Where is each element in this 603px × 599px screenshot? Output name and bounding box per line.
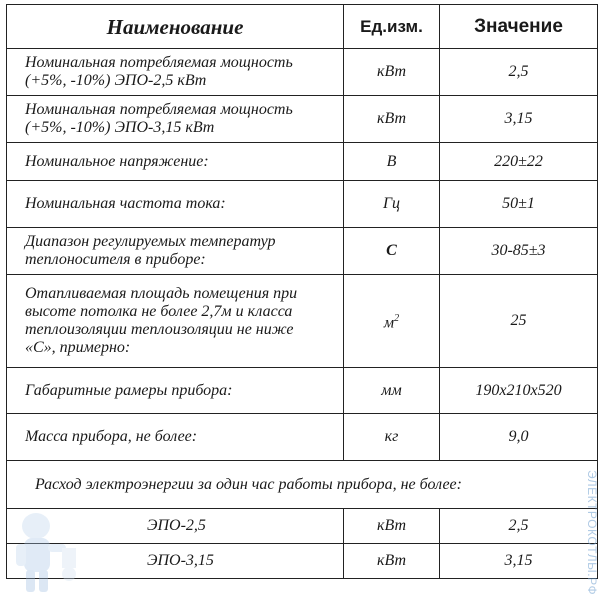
- row-unit: мм: [344, 368, 440, 414]
- row-name: Номинальное напряжение:: [7, 143, 344, 181]
- table-row: [7, 96, 598, 143]
- row-value: 2,5: [440, 49, 598, 96]
- header-value: Значение: [440, 5, 598, 49]
- table-row: [7, 49, 598, 96]
- row-unit-text: м: [383, 314, 395, 332]
- table-row: [7, 275, 598, 368]
- row-unit: кВт: [344, 49, 440, 96]
- row-value: 220±22: [440, 143, 598, 181]
- row-value: 9,0: [440, 414, 598, 461]
- table-row: [7, 143, 598, 181]
- row-name: Номинальная частота тока:: [7, 181, 344, 228]
- row-value: 25: [440, 275, 598, 368]
- row-unit: кВт: [344, 96, 440, 143]
- row-unit: С: [344, 228, 440, 275]
- row-name: Номинальная потребляемая мощность (+5%, -10%) ЭПО-2,5 кВт: [7, 49, 344, 96]
- table-header-row: [7, 5, 598, 49]
- row-unit-sup: 2: [394, 312, 400, 324]
- table-row: [7, 181, 598, 228]
- row-name: Номинальная потребляемая мощность (+5%, -10%) ЭПО-3,15 кВт: [7, 96, 344, 143]
- row-unit: кг: [344, 414, 440, 461]
- row-name: ЭПО-3,15: [7, 544, 344, 579]
- table-row: [7, 228, 598, 275]
- table-row: [7, 414, 598, 461]
- row-name: Отапливаемая площадь помещения при высоте потолка не более 2,7м и класса теплоизоляции теплоизоляции не ниже «С», примерно:: [7, 275, 344, 368]
- plumber-mascot-icon: [6, 504, 88, 598]
- row-value: 190х210х520: [440, 368, 598, 414]
- row-name: Габаритные рамеры прибора:: [7, 368, 344, 414]
- row-value: 50±1: [440, 181, 598, 228]
- header-name: Наименование: [7, 5, 344, 49]
- table-row: [7, 509, 598, 544]
- row-unit: Гц: [344, 181, 440, 228]
- row-unit: [344, 275, 440, 368]
- consumption-title: Расход электроэнергии за один час работы прибора, не более:: [7, 461, 598, 509]
- row-unit: кВт: [344, 544, 440, 579]
- row-name: ЭПО-2,5: [7, 509, 344, 544]
- table-row: [7, 368, 598, 414]
- row-value: 3,15: [440, 544, 598, 579]
- row-unit: кВт: [344, 509, 440, 544]
- specs-table: [6, 4, 598, 579]
- row-value: 2,5: [440, 509, 598, 544]
- row-name: Масса прибора, не более:: [7, 414, 344, 461]
- row-value: 30-85±3: [440, 228, 598, 275]
- row-value: 3,15: [440, 96, 598, 143]
- row-unit: В: [344, 143, 440, 181]
- consumption-title-row: [7, 461, 598, 509]
- watermark-text: ЭЛЕКТРОКОТЛЫ.РФ: [585, 470, 599, 596]
- row-name: Диапазон регулируемых температур теплоносителя в приборе:: [7, 228, 344, 275]
- table-row: [7, 544, 598, 579]
- header-unit: Ед.изм.: [344, 5, 440, 49]
